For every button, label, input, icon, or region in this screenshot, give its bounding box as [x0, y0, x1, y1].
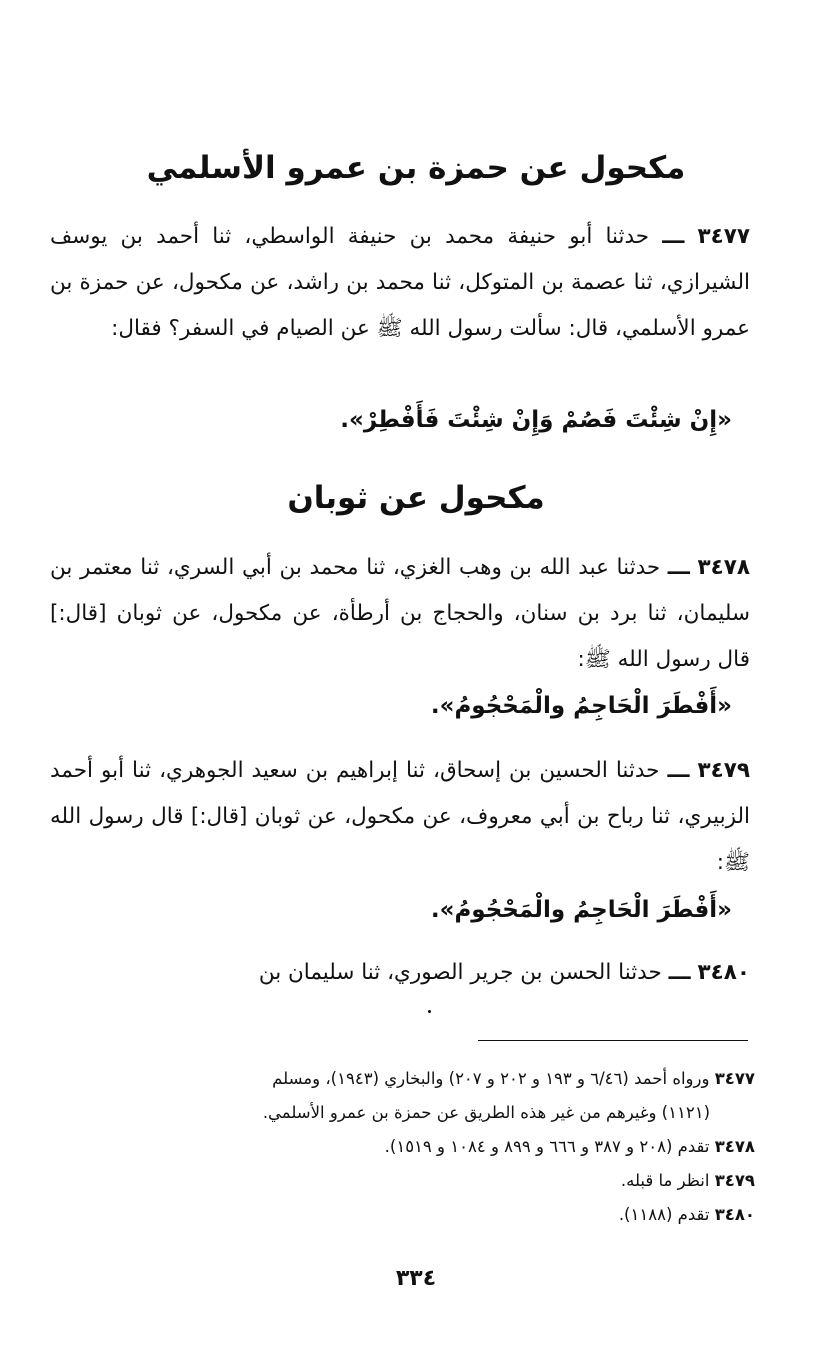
- hadith-entry: [50, 545, 750, 683]
- hadith-matn: «أَفْطَرَ الْحَاجِمُ والْمَحْجُومُ».: [430, 897, 732, 923]
- footnote-text: (١١٢١) وغيرهم من غير هذه الطريق عن حمزة بن عمرو الأسلمي.: [262, 1103, 710, 1122]
- hadith-entry: [50, 748, 750, 886]
- footnote-number: ٣٤٧٨: [714, 1137, 755, 1156]
- section-heading: مكحول عن حمزة بن عمرو الأسلمي: [146, 150, 686, 186]
- hadith-entry: [50, 950, 750, 996]
- hadith-number: ٣٤٧٩: [697, 758, 751, 783]
- isnad-text: حدثنا الحسن بن جرير الصوري، ثنا سليمان بن: [258, 960, 662, 985]
- isnad-text: حدثنا الحسين بن إسحاق، ثنا إبراهيم بن سعيد الجوهري، ثنا أبو أحمد الزبيري، ثنا رباح بن أبي معروف، عن مكحول، عن ثوبان [قال:] قال رسول الله ﷺ:: [50, 758, 750, 875]
- stray-dot: [428, 1010, 431, 1013]
- hadith-matn: «إِنْ شِئْتَ فَصُمْ وَإِنْ شِئْتَ فَأَفْطِرْ».: [340, 407, 732, 433]
- footnote-text: تقدم (١١٨٨).: [618, 1205, 710, 1224]
- footnote: [50, 1164, 755, 1198]
- section-heading: مكحول عن ثوبان: [287, 480, 545, 516]
- hadith-entry: [50, 214, 750, 352]
- isnad-text: حدثنا عبد الله بن وهب الغزي، ثنا محمد بن أبي السري، ثنا معتمر بن سليمان، ثنا برد بن سنان، والحجاج بن أرطأة، عن مكحول، عن ثوبان [قال:] قال رسول الله ﷺ:: [50, 555, 750, 672]
- entry-dash: ـــ: [662, 224, 685, 249]
- footnote: [50, 1130, 755, 1164]
- isnad-text: حدثنا أبو حنيفة محمد بن حنيفة الواسطي، ثنا أحمد بن يوسف الشيرازي، ثنا عصمة بن المتوكل، ثنا محمد بن راشد، عن مكحول، عن حمزة بن عمرو الأسلمي، قال: سألت رسول الله ﷺ عن الصيام في السفر؟ فقال:: [50, 224, 750, 341]
- footnote-separator: [478, 1040, 748, 1041]
- footnote: [50, 1062, 755, 1096]
- page-number: ٣٣٤: [395, 1266, 437, 1291]
- entry-dash: ـــ: [668, 960, 691, 985]
- hadith-number: ٣٤٨٠: [697, 960, 750, 985]
- hadith-matn: «أَفْطَرَ الْحَاجِمُ والْمَحْجُومُ».: [430, 693, 732, 719]
- footnote-continuation: [50, 1096, 755, 1130]
- entry-dash: ـــ: [667, 758, 690, 783]
- hadith-number: ٣٤٧٨: [697, 555, 750, 580]
- footnote-text: ورواه أحمد (٦/٤٦ و ١٩٣ و ٢٠٢ و ٢٠٧) والبخاري (١٩٤٣)، ومسلم: [272, 1069, 710, 1088]
- footnote-number: ٣٤٧٩: [714, 1171, 755, 1190]
- footnote: [50, 1198, 755, 1232]
- hadith-number: ٣٤٧٧: [697, 224, 750, 249]
- footnote-number: ٣٤٧٧: [714, 1069, 755, 1088]
- footnote-text: تقدم (٢٠٨ و ٣٨٧ و ٦٦٦ و ٨٩٩ و ١٠٨٤ و ١٥١٩).: [384, 1137, 710, 1156]
- footnote-number: ٣٤٨٠: [714, 1205, 755, 1224]
- footnote-text: انظر ما قبله.: [620, 1171, 710, 1190]
- entry-dash: ـــ: [667, 555, 690, 580]
